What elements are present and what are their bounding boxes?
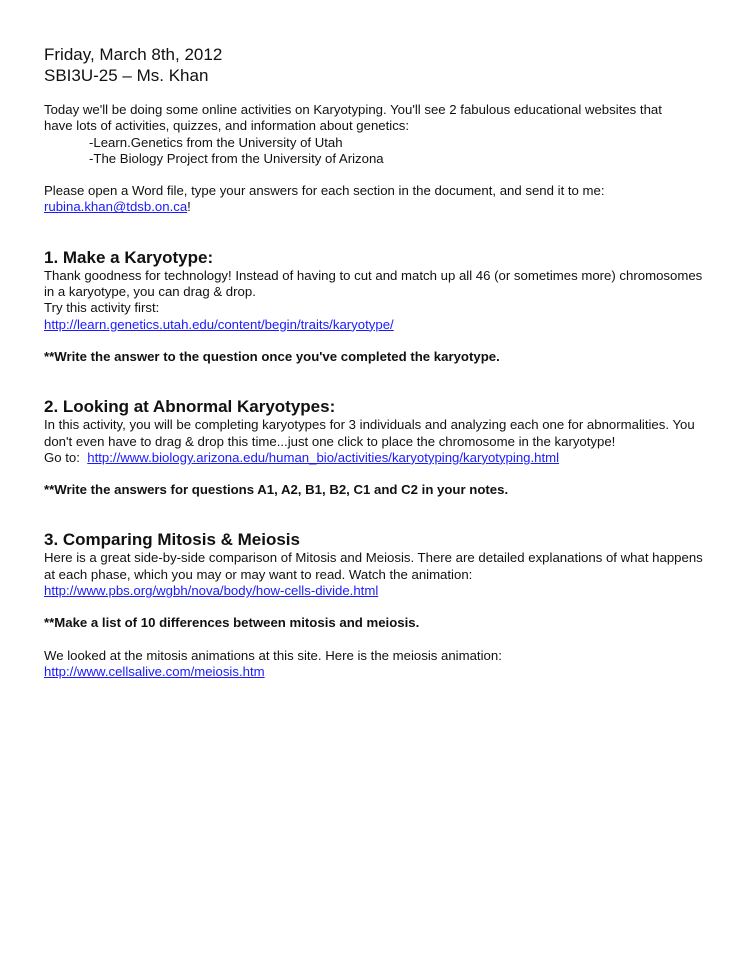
section-3-link[interactable]: http://www.pbs.org/wgbh/nova/body/how-cells-divide.html bbox=[44, 583, 379, 599]
section-2-body: In this activity, you will be completing karyotypes for 3 individuals and analyzing each one for abnormalities. You don't even have to drag & drop this time...just one click to place the chromosome in the karyotype! bbox=[44, 417, 695, 449]
section-2-task: **Write the answers for questions A1, A2, B1, B2, C1 and C2 in your notes. bbox=[44, 482, 509, 498]
site-item-utah: -Learn.Genetics from the University of Utah bbox=[89, 134, 343, 150]
section-1-prompt: Try this activity first: bbox=[44, 300, 160, 316]
section-3-followup-link[interactable]: http://www.cellsalive.com/meiosis.htm bbox=[44, 663, 265, 679]
site-item-arizona: -The Biology Project from the University of Arizona bbox=[89, 150, 384, 166]
section-2-prompt: Go to: bbox=[44, 449, 88, 465]
document-page bbox=[44, 44, 714, 680]
section-3-title: 3. Comparing Mitosis & Meiosis bbox=[44, 530, 300, 550]
email-suffix: ! bbox=[187, 199, 191, 215]
section-1-title: 1. Make a Karyotype: bbox=[44, 247, 214, 267]
email-link[interactable]: rubina.khan@tdsb.on.ca bbox=[44, 199, 188, 215]
section-3-body: Here is a great side-by-side comparison of Mitosis and Meiosis. There are detailed explanations of what happens at each phase, which you may or may want to read. Watch the animation: bbox=[44, 550, 703, 582]
section-3-task: **Make a list of 10 differences between mitosis and meiosis. bbox=[44, 615, 420, 631]
section-1-body: Thank goodness for technology! Instead of having to cut and match up all 46 (or sometimes more) chromosomes in a karyotype, you can drag & drop. bbox=[44, 267, 703, 300]
section-3-followup: We looked at the mitosis animations at this site. Here is the meiosis animation: bbox=[44, 647, 502, 663]
course-heading: SBI3U-25 – Ms. Khan bbox=[44, 66, 209, 85]
intro-paragraph: Today we'll be doing some online activities on Karyotyping. You'll see 2 fabulous educational websites that have lots of activities, quizzes, and information about genetics: bbox=[44, 102, 662, 134]
date-heading: Friday, March 8th, 2012 bbox=[44, 45, 223, 64]
section-1-link[interactable]: http://learn.genetics.utah.edu/content/begin/traits/karyotype/ bbox=[44, 316, 394, 332]
section-1-task: **Write the answer to the question once you've completed the karyotype. bbox=[44, 348, 500, 364]
section-2-title: 2. Looking at Abnormal Karyotypes: bbox=[44, 397, 336, 417]
section-2-link-line bbox=[44, 450, 714, 466]
email-line bbox=[44, 199, 714, 215]
section-2-link[interactable]: http://www.biology.arizona.edu/human_bio/activities/karyotyping/karyotyping.html bbox=[87, 449, 560, 465]
instructions-paragraph: Please open a Word file, type your answers for each section in the document, and send it to me: bbox=[44, 183, 605, 199]
